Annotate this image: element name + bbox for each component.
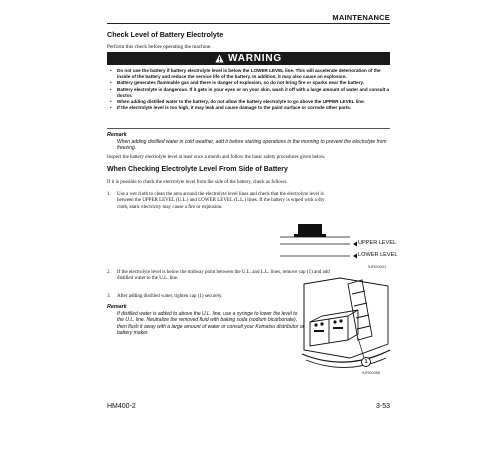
inspect-text: Inspect the battery electrolyte level at least once a month and follow the basic safety procedures given below. (107, 155, 326, 160)
warning-item: • Battery generates flammable gas and there is danger of explosion, so do not bring fire or sparks near the battery. (110, 80, 390, 86)
upper-level-label: UPPER LEVEL (358, 240, 397, 246)
page-title: Check Level of Battery Electrolyte (107, 30, 224, 39)
step-text: If the electrolyte level is below the midway point between the U.L. and L.L. lines, remove cap (1) and add distilled water to the U.L. line. (117, 270, 330, 282)
header-rule (107, 23, 390, 24)
figure-code: 9JR00041 (368, 264, 387, 269)
step-number: 1. (107, 192, 111, 197)
warning-bottom-rule (107, 128, 390, 129)
step-number: 2. (107, 270, 111, 275)
remark-label: Remark (107, 304, 127, 310)
lower-level-label: LOWER LEVEL (358, 252, 398, 258)
subsection-title: When Checking Electrolyte Level From Side of Battery (107, 166, 288, 173)
warning-item: • If the electrolyte level is too high, it may leak and cause damage to the paint surface or corrode other parts. (110, 105, 390, 111)
page-number: 3-53 (375, 403, 390, 410)
figure-code: 9JR00055 (362, 370, 381, 375)
remark-label: Remark (107, 132, 127, 138)
step-text: After adding distilled water, tighten cap (1) securely. (117, 294, 223, 299)
callout-number: 1 (364, 359, 368, 365)
intro-text: Perform this check before operating the machine. (107, 44, 212, 50)
step-number: 3. (107, 294, 111, 299)
step-text: Use a wet cloth to clean the area around the electrolyte level lines and check that the electrolyte level is between the UPPER LEVEL (U.L.) and LOWER LEVEL (L.L.) lines. If the battery is wiped with a dry cloth, static electricity may cause a fire or explosion. (117, 192, 325, 210)
warning-item: • Battery electrolyte is dangerous. If it gets in your eyes or on your skin, wash it off with a large amount of water and consult a doctor. (110, 87, 390, 99)
remark-text: If distilled water is added to above the U.L. line, use a syringe to lower the level to the U.L. line. Neutralize the removed fluid with baking soda (sodium bicarbonate), then flush it away with a large amount of water or consult your Komatsu distributor or battery maker. (117, 311, 305, 336)
warning-item: • When adding distilled water to the battery, do not allow the battery electrolyte to go above the UPPER LEVEL line. (110, 99, 390, 105)
warning-item: • Do not use the battery if battery electrolyte level is below the LOWER LEVEL line. This will accelerate deterioration of the inside of the battery and reduce the service life of the battery. In addition, it may also cause an explosion. (110, 68, 390, 80)
warning-label: WARNING (228, 53, 282, 64)
step-item (107, 192, 337, 211)
remark-text: When adding distilled water in cold weather, add it before starting operations in the morning to prevent the electrolyte from freezing. (117, 139, 387, 152)
section-header: MAINTENANCE (332, 13, 390, 22)
subsection-intro: If it is possible to check the electrolyte level from the side of the battery, check as follows. (107, 180, 288, 185)
warning-banner (107, 52, 390, 65)
battery-compartment-figure (300, 276, 392, 380)
footer-model: HM400-2 (107, 403, 136, 410)
warning-list (110, 68, 390, 111)
warning-triangle-icon (215, 54, 224, 63)
